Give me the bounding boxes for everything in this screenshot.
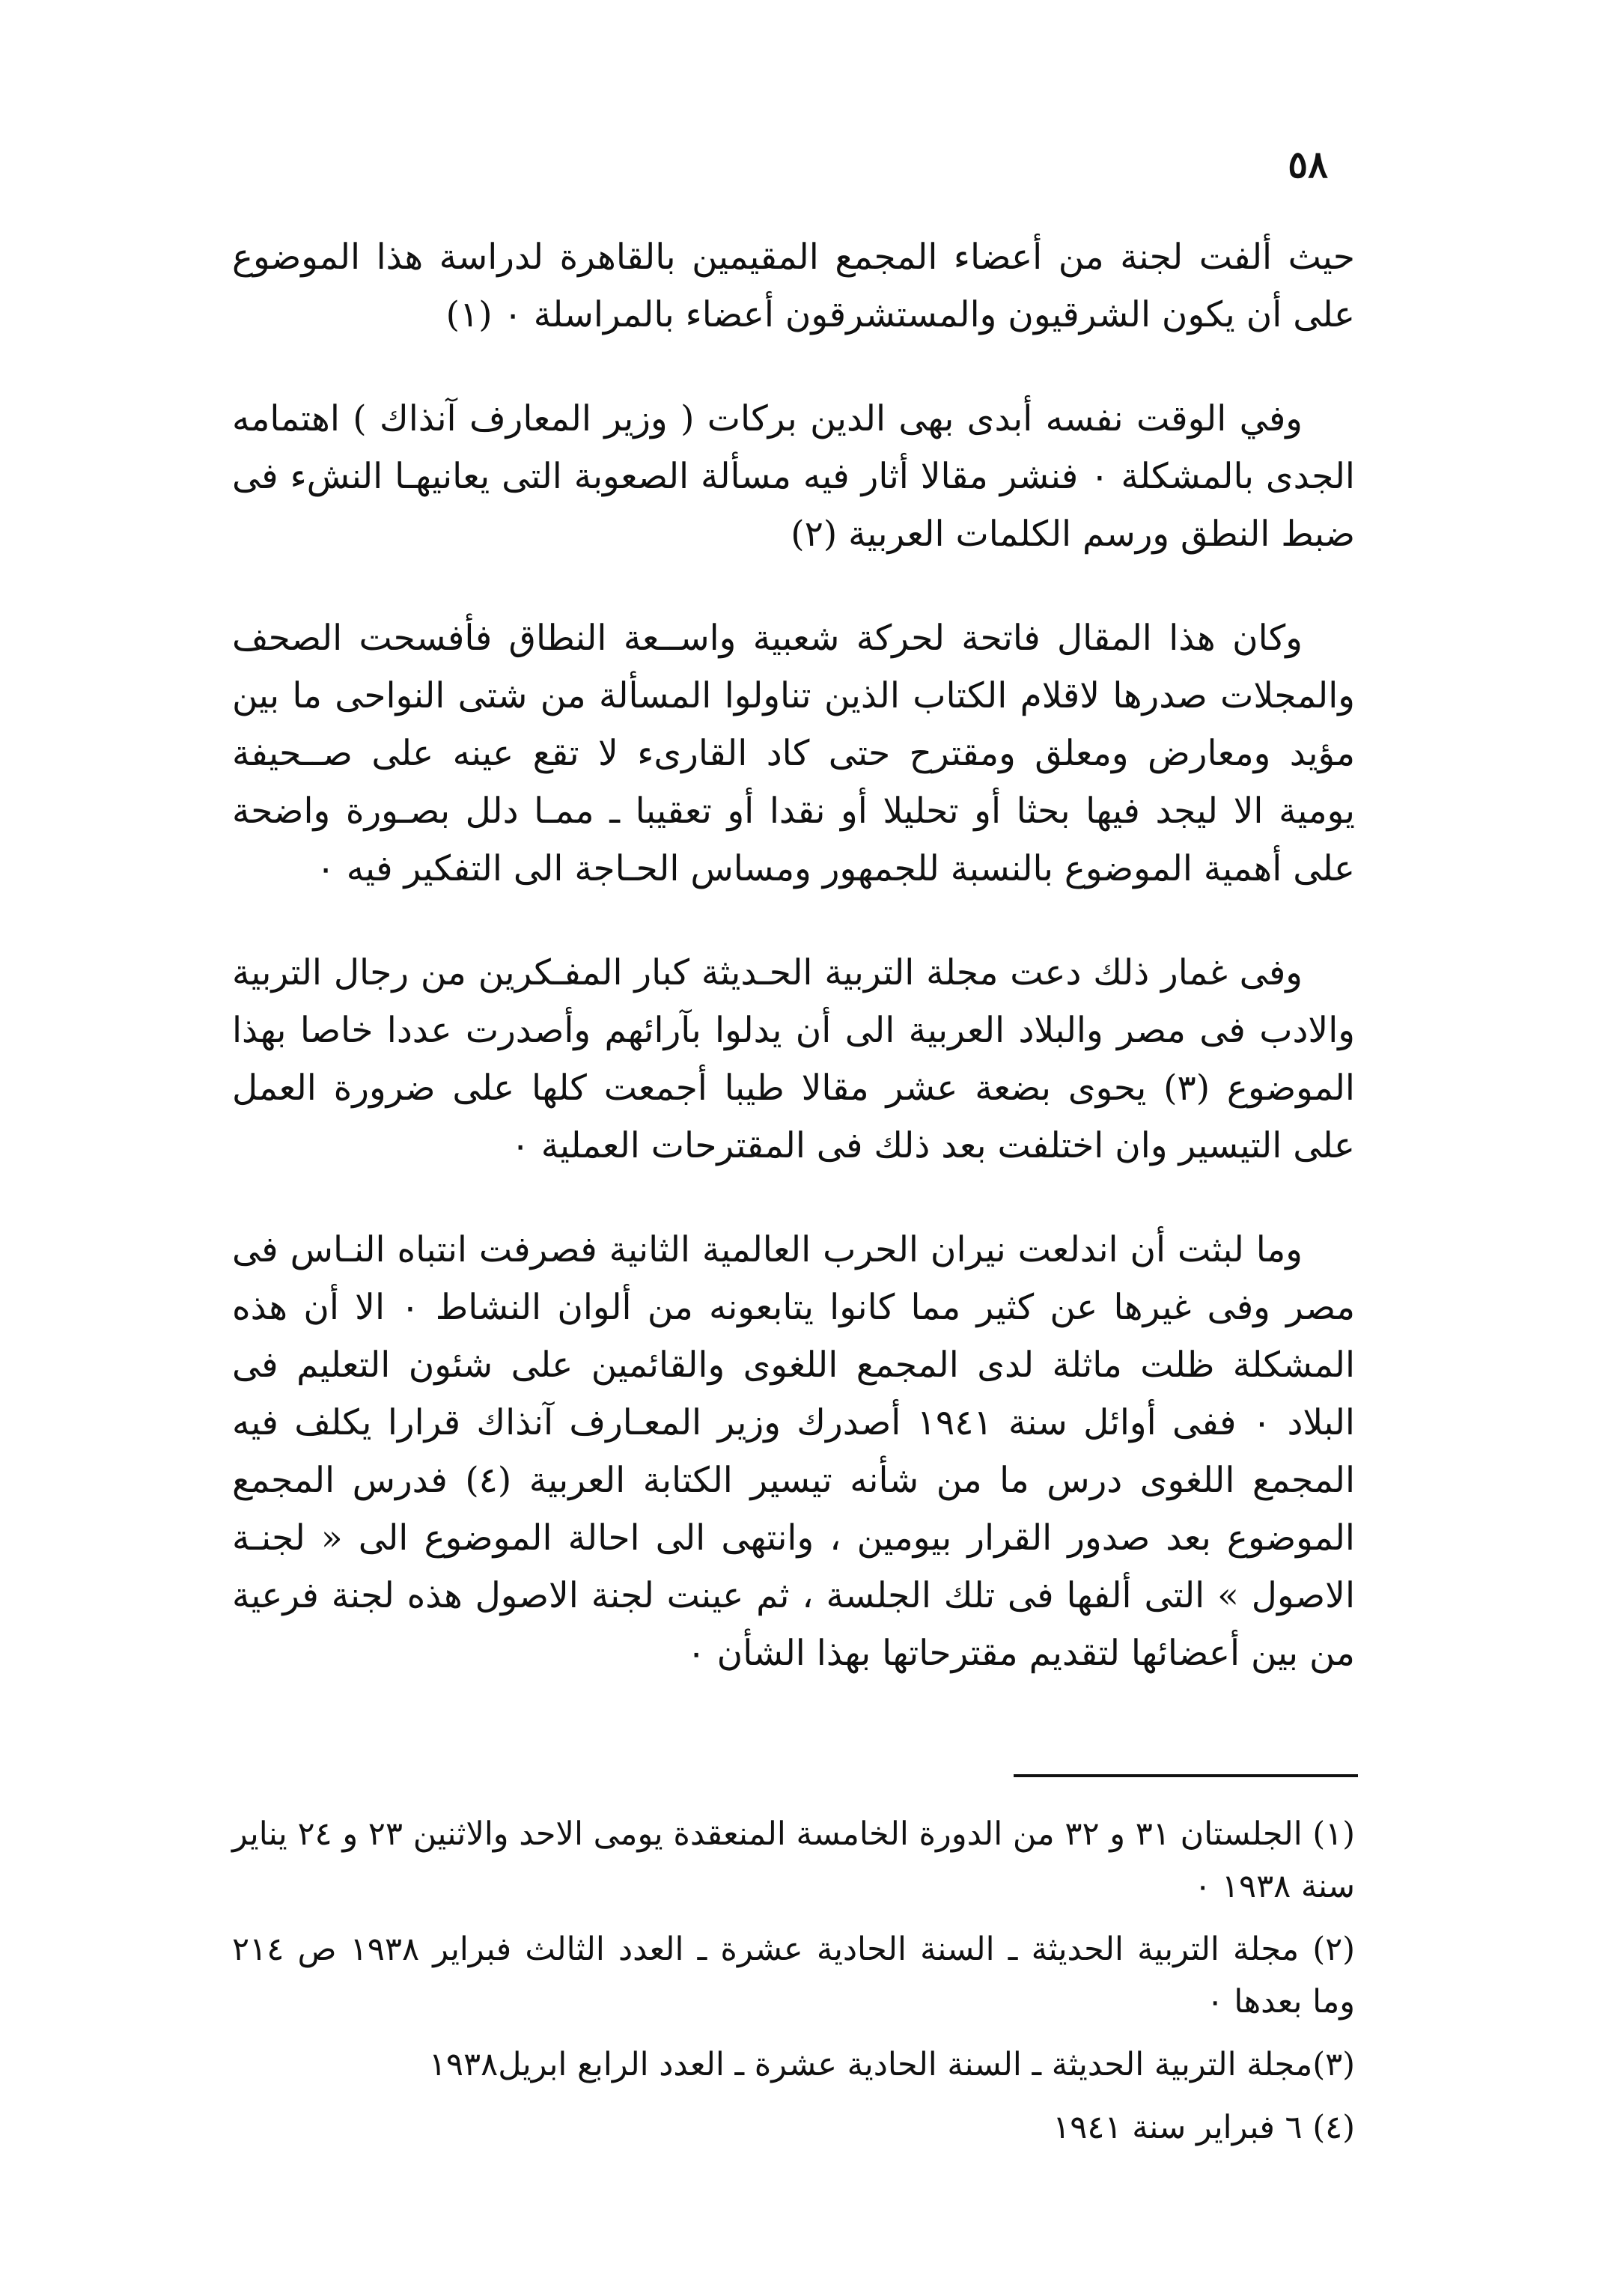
footnote-3: (٣)مجلة التربية الحديثة ـ السنة الحادية عشرة ـ العدد الرابع ابريل١٩٣٨: [428, 2046, 1355, 2083]
footnote-4: (٤) ٦ فبراير سنة ١٩٤١: [1053, 2109, 1355, 2146]
page-number: ٥٨: [1288, 142, 1328, 186]
footnote-2: (٢) مجلة التربية الحديثة ـ السنة الحادية عشرة ـ العدد الثالث فبراير ١٩٣٨ ص ٢١٤ وما بعدها ٠: [232, 1931, 1355, 2021]
body-text: [232, 228, 1355, 1682]
paragraph-2: وفي الوقت نفسه أبدى بهى الدين بركات ( وزير المعارف آنذاك ) اهتمامه الجدى بالمشكلة ٠ فنشر مقالا أثار فيه مسألة الصعوبة التى يعانيهـا النشء فى ضبط النطق ورسم الكلمات العربية (٢): [232, 398, 1355, 555]
paragraph-3: وكان هذا المقال فاتحة لحركة شعبية واســعة النطاق فأفسحت الصحف والمجلات صدرها لاقلام الكتاب الذين تناولوا المسألة من شتى النواحى ما بين مؤيد ومعارض ومعلق ومقترح حتى كاد القارىء لا تقع عينه على صــحيفة يومية الا ليجد فيها بحثا أو تحليلا أو نقدا أو تعقيبا ـ ممـا دلل بصـورة واضحة على أهمية الموضوع بالنسبة للجمهور ومساس الحـاجة الى التفكير فيه ٠: [232, 618, 1355, 889]
footnote-1: (١) الجلستان ٣١ و ٣٢ من الدورة الخامسة المنعقدة يومى الاحد والاثنين ٢٣ و ٢٤ يناير سنة ١٩٣٨ ٠: [232, 1815, 1356, 1905]
paragraph-4: وفى غمار ذلك دعت مجلة التربية الحـديثة كبار المفـكرين من رجال التربية والادب فى مصر والبلاد العربية الى أن يدلوا بآرائهم وأصدرت عددا خاصا بهذا الموضوع (٣) يحوى بضعة عشر مقالا طيبا أجمعت كلها على ضرورة العمل على التيسير وان اختلفت بعد ذلك فى المقترحات العملية ٠: [232, 952, 1355, 1166]
footnotes: [232, 1808, 1355, 2164]
paragraph-5: وما لبثت أن اندلعت نيران الحرب العالمية الثانية فصرفت انتباه النـاس فى مصر وفى غيرها عن كثير مما كانوا يتابعونه من ألوان النشاط ٠ الا أن هذه المشكلة ظلت ماثلة لدى المجمع اللغوى والقائمين على شئون التعليم فى البلاد ٠ ففى أوائل سنة ١٩٤١ أصدرك وزير المعـارف آنذاك قرارا يكلف فيه المجمع اللغوى درس ما من شأنه تيسير الكتابة العربية (٤) فدرس المجمع الموضوع بعد صدور القرار بيومين ، وانتهى الى احالة الموضوع الى « لجنـة الاصول » التى ألفها فى تلك الجلسة ، ثم عينت لجنة الاصول هذه لجنة فرعية من بين أعضائها لتقديم مقترحاتها بهذا الشأن ٠: [232, 1229, 1356, 1674]
paragraph-1: حيث ألفت لجنة من أعضاء المجمع المقيمين بالقاهرة لدراسة هذا الموضوع على أن يكون الشرقيون والمستشرقون أعضاء بالمراسلة ٠ (١): [232, 237, 1355, 335]
footnote-divider: [1014, 1774, 1358, 1777]
